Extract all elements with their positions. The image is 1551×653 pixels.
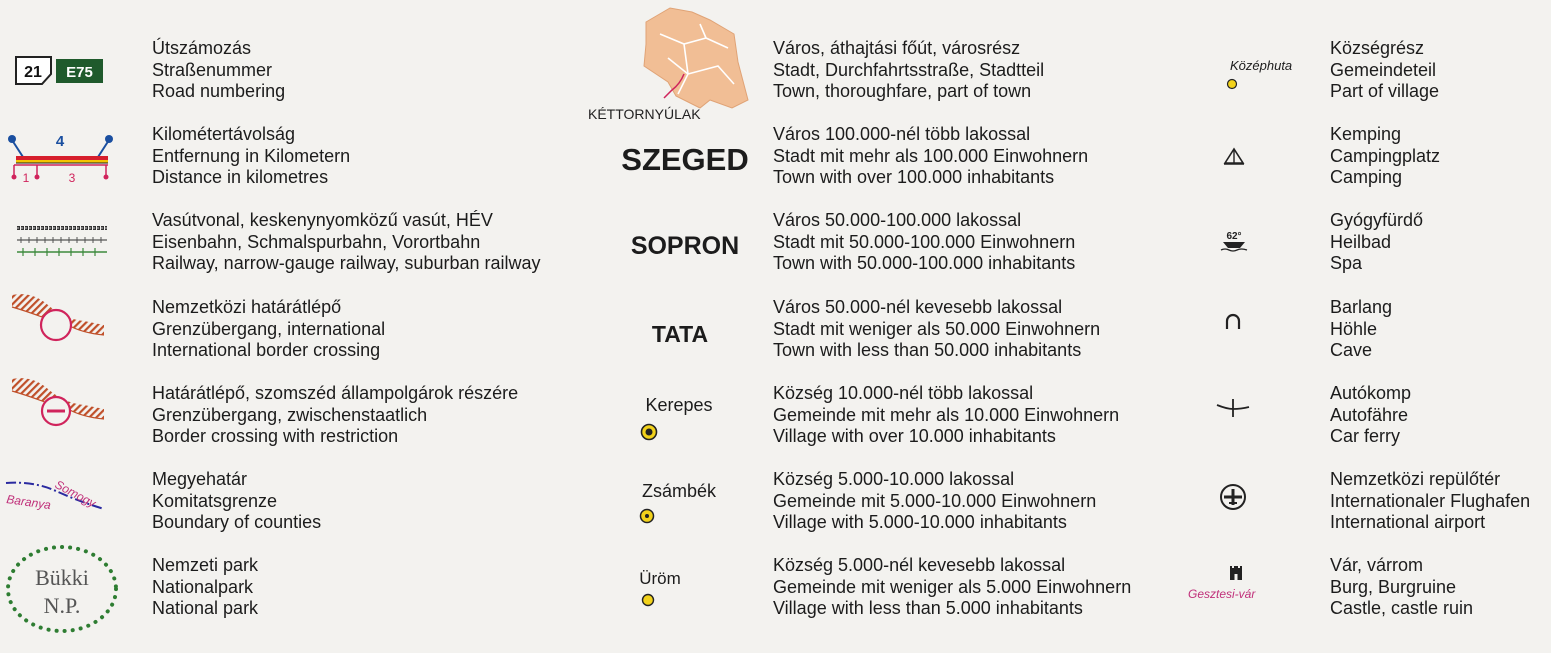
spa-temperature: 62°	[1226, 231, 1242, 242]
legend-text	[773, 210, 1075, 275]
legend-text	[152, 469, 321, 534]
label-en: Town with over 100.000 inhabitants	[773, 167, 1055, 187]
label-de: Höhle	[1330, 318, 1378, 339]
label-hu: Autókomp	[1330, 383, 1412, 403]
city-medium-name: SOPRON	[630, 232, 740, 260]
label-en: Camping	[1330, 167, 1403, 187]
label-hu: Város, áthajtási főút, városrész	[773, 38, 1021, 58]
label-hu: Nemzetközi repülőtér	[1330, 469, 1501, 489]
camping-icon	[1223, 146, 1245, 166]
label-de: Gemeinde mit mehr als 10.000 Einwohnern	[773, 404, 1120, 425]
label-de: Grenzübergang, zwischenstaatlich	[152, 404, 428, 425]
label-hu: Város 50.000-100.000 lakossal	[773, 210, 1022, 230]
park-name-line1: Bükki	[35, 565, 89, 590]
label-hu: Barlang	[1330, 297, 1393, 317]
county-boundary-icon	[4, 473, 108, 523]
label-de: Stadt, Durchfahrtsstraße, Stadtteil	[773, 59, 1045, 80]
label-en: Car ferry	[1330, 426, 1401, 446]
label-de: Gemeinde mit 5.000-10.000 Einwohnern	[773, 490, 1097, 511]
label-de: Heilbad	[1330, 231, 1392, 252]
label-hu: Nemzeti park	[152, 555, 259, 575]
label-hu: Vár, várrom	[1330, 555, 1424, 575]
label-hu: Község 10.000-nél több lakossal	[773, 383, 1034, 403]
label-de: Straßenummer	[152, 59, 273, 80]
legend-text	[1330, 469, 1530, 534]
city-large-name: SZEGED	[621, 142, 749, 177]
distance-markers-icon	[8, 132, 118, 185]
town-area-label: KÉTTORNYÚLAK	[588, 106, 701, 122]
label-en: Spa	[1330, 253, 1363, 273]
label-en: Boundary of counties	[152, 512, 322, 532]
label-en: Castle, castle ruin	[1330, 598, 1474, 618]
legend-text	[1330, 38, 1439, 103]
border-crossing-icon	[12, 289, 108, 351]
legend-text	[773, 38, 1044, 103]
castle-label: Gesztesi-vár	[1188, 587, 1256, 601]
label-de: Campingplatz	[1330, 145, 1441, 166]
county-right-label: Somogy	[52, 477, 99, 511]
label-de: Stadt mit 50.000-100.000 Einwohnern	[773, 231, 1076, 252]
village-part-label: Középhuta	[1230, 58, 1293, 73]
label-en: International border crossing	[152, 340, 381, 360]
car-ferry-icon	[1215, 397, 1251, 419]
road-number-shields-icon	[15, 56, 105, 86]
city-small-name: TATA	[651, 321, 709, 347]
distance-a: 1	[22, 171, 30, 185]
label-hu: Kilométertávolság	[152, 124, 296, 144]
label-de: Gemeinde mit weniger als 5.000 Einwohnern	[773, 576, 1132, 597]
park-name-line2: N.P.	[43, 593, 81, 618]
county-left-label: Baranya	[5, 492, 52, 513]
legend-text	[773, 383, 1119, 448]
label-hu: Kemping	[1330, 124, 1402, 144]
label-de: Stadt mit weniger als 50.000 Einwohnern	[773, 318, 1101, 339]
label-de: Internationaler Flughafen	[1330, 490, 1531, 511]
legend-text	[773, 555, 1131, 620]
label-hu: Község 5.000-10.000 lakossal	[773, 469, 1015, 489]
village-small-marker	[641, 593, 655, 607]
label-en: Distance in kilometres	[152, 167, 329, 187]
label-hu: Megyehatár	[152, 469, 248, 489]
legend-text	[1330, 210, 1423, 275]
label-hu: Útszámozás	[152, 38, 252, 58]
label-hu: Nemzetközi határátlépő	[152, 297, 342, 317]
village-medium-name: Zsámbék	[641, 481, 717, 501]
label-hu: Város 100.000-nél több lakossal	[773, 124, 1031, 144]
label-de: Entfernung in Kilometern	[152, 145, 351, 166]
label-hu: Községrész	[1330, 38, 1425, 58]
railway-lines-icon	[15, 224, 109, 256]
label-de: Grenzübergang, international	[152, 318, 386, 339]
legend-text	[773, 297, 1100, 362]
label-de: Eisenbahn, Schmalspurbahn, Vorortbahn	[152, 231, 481, 252]
legend-text	[1330, 555, 1473, 620]
legend-text	[773, 124, 1088, 189]
badge-national: 21	[24, 64, 42, 81]
town-area-icon	[588, 4, 748, 122]
label-en: Part of village	[1330, 81, 1440, 101]
airport-icon	[1219, 483, 1247, 511]
label-hu: Város 50.000-nél kevesebb lakossal	[773, 297, 1063, 317]
label-de: Burg, Burgruine	[1330, 576, 1457, 597]
label-de: Nationalpark	[152, 576, 254, 597]
distance-total: 4	[55, 133, 65, 150]
label-de: Autofähre	[1330, 404, 1409, 425]
label-en: Cave	[1330, 340, 1373, 360]
label-hu: Gyógyfürdő	[1330, 210, 1424, 230]
legend-text	[1330, 124, 1440, 189]
label-en: Road numbering	[152, 81, 286, 101]
label-hu: Község 5.000-nél kevesebb lakossal	[773, 555, 1066, 575]
badge-euro: E75	[66, 64, 93, 81]
label-en: Village with 5.000-10.000 inhabitants	[773, 512, 1067, 532]
village-small-name: Üröm	[639, 569, 681, 588]
village-medium-marker	[639, 508, 655, 524]
legend-text	[152, 555, 258, 620]
village-large-marker	[640, 423, 658, 441]
label-en: Village with over 10.000 inhabitants	[773, 426, 1056, 446]
legend-text	[152, 38, 285, 103]
label-en: National park	[152, 598, 259, 618]
legend-text	[1330, 297, 1392, 362]
label-de: Stadt mit mehr als 100.000 Einwohnern	[773, 145, 1089, 166]
distance-b: 3	[68, 171, 76, 185]
legend-text	[773, 469, 1096, 534]
spa-icon	[1220, 228, 1248, 252]
cave-icon	[1224, 311, 1242, 331]
castle-icon	[1229, 565, 1243, 581]
national-park-icon	[4, 543, 122, 637]
village-large-name: Kerepes	[645, 395, 713, 415]
label-hu: Határátlépő, szomszéd állampolgárok részére	[152, 383, 519, 403]
label-en: International airport	[1330, 512, 1486, 532]
legend-text	[152, 383, 518, 448]
label-en: Border crossing with restriction	[152, 426, 399, 446]
label-hu: Vasútvonal, keskenynyomközű vasút, HÉV	[152, 210, 493, 230]
label-en: Railway, narrow-gauge railway, suburban railway	[152, 253, 541, 273]
label-de: Komitatsgrenze	[152, 490, 278, 511]
restricted-crossing-icon	[12, 373, 108, 435]
label-en: Town with less than 50.000 inhabitants	[773, 340, 1082, 360]
legend-text	[1330, 383, 1411, 448]
village-part-marker	[1226, 78, 1238, 90]
label-en: Village with less than 5.000 inhabitants	[773, 598, 1083, 618]
legend-text	[152, 297, 385, 362]
legend-text	[152, 124, 350, 189]
label-de: Gemeindeteil	[1330, 59, 1437, 80]
label-en: Town, thoroughfare, part of town	[773, 81, 1032, 101]
label-en: Town with 50.000-100.000 inhabitants	[773, 253, 1076, 273]
legend-text	[152, 210, 541, 275]
